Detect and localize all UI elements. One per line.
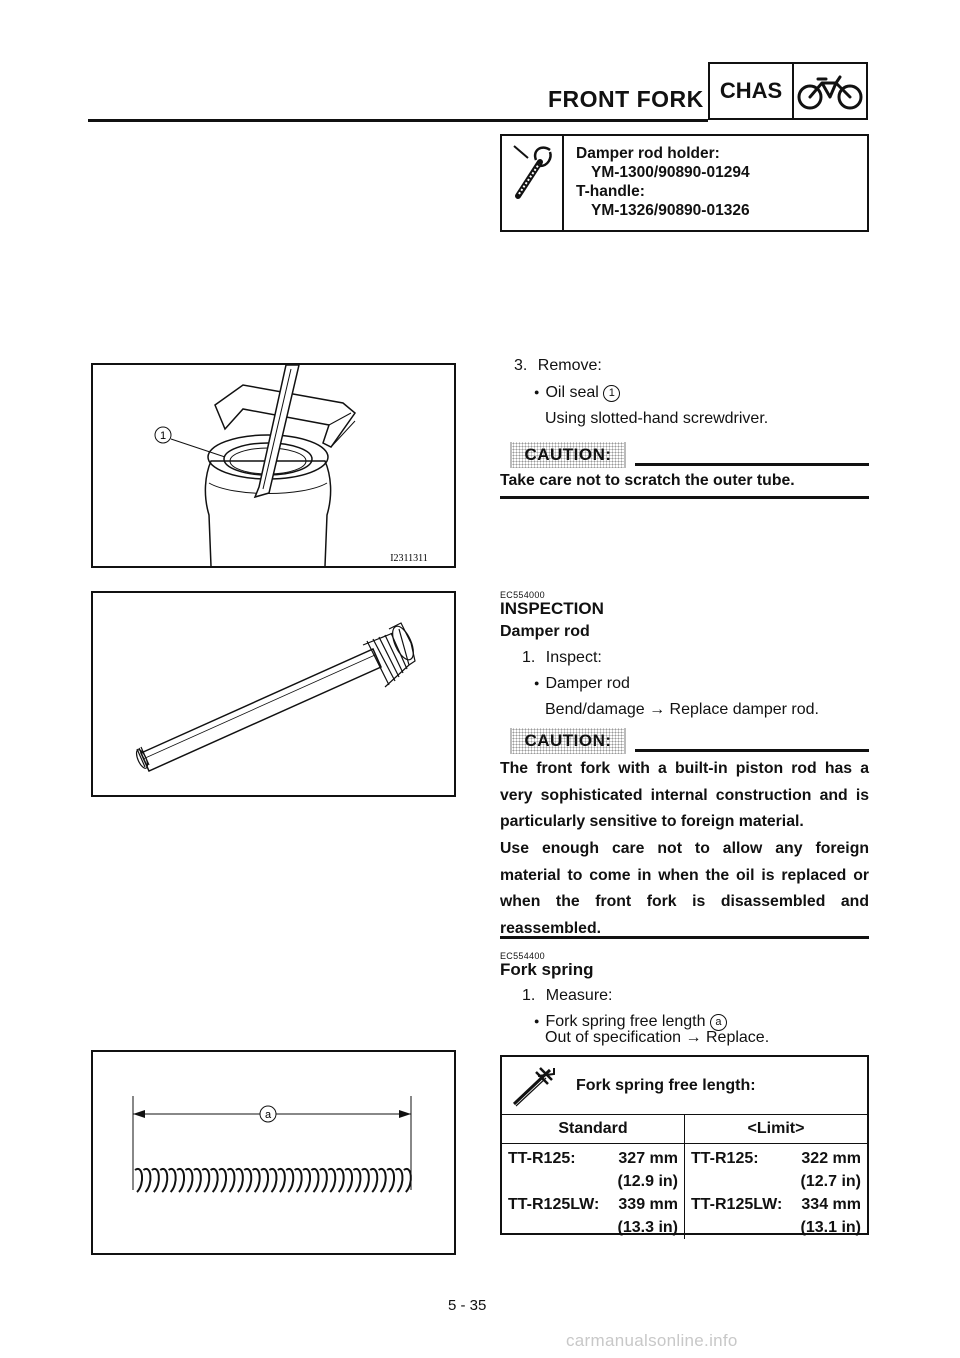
caution-text: The front fork with a built-in piston rod has a very sophisticated internal construction and is particularly sensitive to foreign material. [500,760,869,830]
spring-coil [278,1169,285,1192]
spring-coil [253,1169,260,1192]
spec-table [500,1055,869,1235]
step-note [545,1025,769,1051]
spring-coil [345,1169,352,1192]
callout-a: a [264,1109,272,1121]
spring-coil [404,1169,411,1192]
fork-spring-figure [91,1050,456,1255]
arrow-glyph: → [649,701,666,718]
step-note [545,697,819,723]
spring-coil [311,1169,318,1192]
spring-coil [194,1169,201,1192]
limit-column [685,1144,867,1239]
spring-coil [286,1169,293,1192]
spring-coil [261,1169,268,1192]
note-condition: Out of specification [545,1029,682,1046]
note-action: Replace damper rod. [669,701,819,718]
page-header-title: FRONT FORK [548,86,704,112]
tool-name: Damper rod holder: [576,145,720,162]
vernier-caliper-icon [502,1057,564,1114]
spring-coil [219,1169,226,1192]
value-mm: 334 mm [801,1196,861,1213]
column-header-standard: Standard [502,1115,685,1143]
subsection-title: Fork spring [500,960,594,979]
tool-part-number: YM-1300/90890-01294 [591,164,750,181]
bullet-text: Damper rod [545,675,630,692]
tool-name: T-handle: [576,183,645,200]
callout-1: 1 [159,430,167,442]
step-note: Using slotted-hand screwdriver. [545,410,769,427]
step-1 [522,983,613,1009]
section-code: EC554400 [500,951,545,961]
value-mm: 322 mm [801,1150,861,1167]
caution-label: CAUTION: [510,728,626,754]
caution-end-rule [500,936,869,939]
caution-text: Use enough care not to allow any foreign material to come in when the oil is replaced or when the front fork is disassembled and reassembled. [500,840,869,937]
spring-coils [135,1169,411,1192]
spring-coil [143,1169,150,1192]
section-badge [708,62,868,120]
spring-coil [177,1169,184,1192]
spring-coil [202,1169,209,1192]
spring-coil [320,1169,327,1192]
spring-coil [395,1169,402,1192]
ref-letter: a [710,1014,727,1031]
step-number: 3. [514,357,528,374]
spring-coil [185,1169,192,1192]
watermark: carmanualsonline.info [566,1331,738,1350]
bullet-oil-seal [534,380,620,407]
spring-coil [244,1169,251,1192]
motorcycle-icon [794,64,866,118]
spring-coil [303,1169,310,1192]
header-rule [88,119,708,122]
spring-coil [379,1169,386,1192]
section-label: CHAS [710,64,794,118]
note-condition: Bend/damage [545,701,645,718]
spring-coil [160,1169,167,1192]
step-3 [514,353,602,379]
subsection-title: Damper rod [500,623,590,640]
bullet-damper-rod [534,671,630,698]
bullet-text: Fork spring free length [545,1013,706,1030]
section-code: EC554000 [500,590,545,600]
figure-code: I2311311 [390,553,428,564]
special-tool-box [500,134,869,232]
spring-coil [269,1169,276,1192]
value-in: (13.1 in) [800,1219,861,1236]
step-number: 1. [522,649,536,666]
caution-end-rule [500,496,869,499]
spring-coil [362,1169,369,1192]
spring-coil [295,1169,302,1192]
arrow-glyph: → [685,1029,702,1046]
fork-spring-illustration [93,1052,454,1253]
step-action: Measure: [545,987,613,1004]
value-in: (12.7 in) [800,1173,861,1190]
step-1 [522,645,602,671]
caution-text: Take care not to scratch the outer tube. [500,472,795,489]
bullet-text: Oil seal [545,384,599,401]
tool-part-number: YM-1326/90890-01326 [591,202,750,219]
model-name: TT-R125LW: [691,1196,783,1213]
caution-label: CAUTION: [510,442,626,468]
spring-coil [337,1169,344,1192]
spring-coil [370,1169,377,1192]
page-number: 5 - 35 [448,1297,487,1314]
spring-coil [236,1169,243,1192]
tool-list [564,136,750,230]
value-in: (13.3 in) [617,1219,678,1236]
step-number: 1. [522,987,536,1004]
caution-rule [635,463,869,466]
oil-seal-illustration [93,365,454,566]
value-in: (12.9 in) [617,1173,678,1190]
caution-rule [635,749,869,752]
model-name: TT-R125: [691,1150,759,1167]
spring-coil [169,1169,176,1192]
spring-coil [211,1169,218,1192]
damper-rod-illustration [93,593,454,795]
column-header-limit: <Limit> [747,1120,805,1137]
step-action: Remove: [537,357,602,374]
step-action: Inspect: [545,649,602,666]
value-mm: 327 mm [618,1150,678,1167]
spring-coil [135,1169,142,1192]
section-title: INSPECTION [500,599,604,618]
spring-coil [227,1169,234,1192]
ref-number: 1 [603,385,620,402]
spring-coil [328,1169,335,1192]
spring-coil [353,1169,360,1192]
spring-coil [152,1169,159,1192]
spring-coil [387,1169,394,1192]
spec-title: Fork spring free length: [576,1076,756,1094]
model-name: TT-R125: [508,1150,576,1167]
standard-column [502,1144,685,1239]
damper-rod-figure [91,591,456,797]
note-action: Replace. [705,1029,770,1046]
value-mm: 339 mm [618,1196,678,1213]
model-name: TT-R125LW: [508,1196,600,1213]
oil-seal-figure [91,363,456,568]
special-tool-icon [502,136,564,230]
